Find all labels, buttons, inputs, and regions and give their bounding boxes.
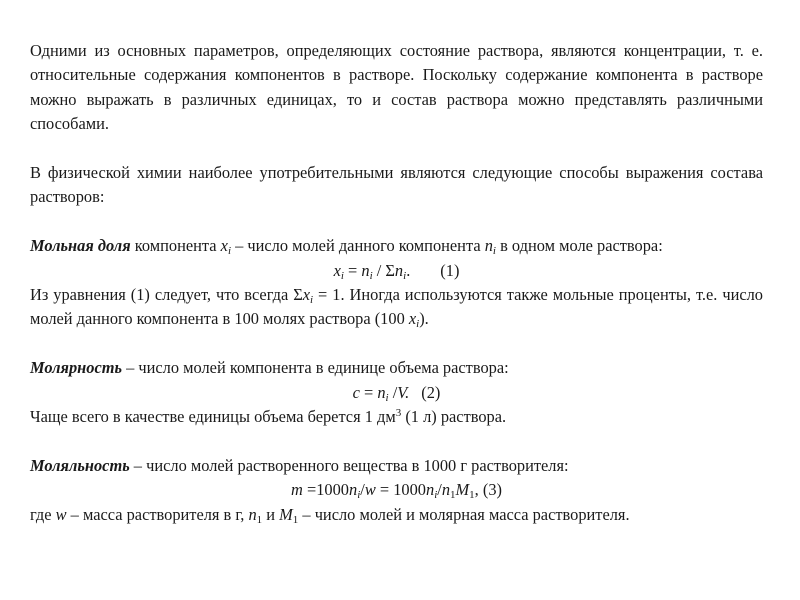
document-page	[30, 39, 763, 527]
methods-paragraph: В физической химии наиболее употребительными являются следующие способы выражения состава растворов:	[30, 163, 763, 207]
mole-fraction-term: Мольная доля	[30, 236, 131, 256]
molarity-term: Молярность	[30, 358, 122, 378]
intro-paragraph: Одними из основных параметров, определяющих состояние раствора, являются концентрации, т. е. относительные содержания компонентов в растворе. Поскольку содержание компонента в растворе можно выражать в различных единицах, то и состав раствора можно представлять различными способами.	[30, 41, 763, 134]
mole-percent-note: Из уравнения (1) следует, что всегда $\Sigma x_i = 1$. Иногда используются также мольные проценты, т.е. число молей данного компонента в 100 молях раствора (100 $x_i$).	[30, 285, 763, 331]
equation-number-2: (2)	[421, 382, 441, 402]
spacer	[30, 210, 763, 234]
spacer	[30, 137, 763, 161]
formula-1: $x_i = n_i / \Sigma n_i$. (1)	[333, 260, 460, 282]
molarity-definition: Молярность – число молей компонента в единице объема раствора:	[30, 358, 509, 378]
formula-3: $m =1000n_i/w = 1000n_i/n_1M_1$, (3)	[291, 480, 502, 502]
molality-term: Моляльность	[30, 455, 130, 475]
equation-number-3: , (3)	[474, 480, 502, 500]
mole-fraction-definition: Мольная доля компонента $x_i$ – число молей данного компонента $n_i$ в одном моле раствора:	[30, 236, 663, 258]
formula-2: $c = n_i$ /V. (2)	[352, 382, 441, 404]
equation-number-1: (1)	[440, 260, 460, 280]
molality-definition: Моляльность – число молей растворенного вещества в 1000 г растворителя:	[30, 455, 569, 475]
spacer	[30, 429, 763, 453]
spacer	[30, 332, 763, 356]
volume-unit-note: Чаще всего в качестве единицы объема берется 1 $дм^3$ (1 л) раствора.	[30, 407, 507, 427]
solvent-note: где w – масса растворителя в г, $n_1$ и $M_1$ – число молей и молярная масса растворителя.	[30, 504, 630, 526]
